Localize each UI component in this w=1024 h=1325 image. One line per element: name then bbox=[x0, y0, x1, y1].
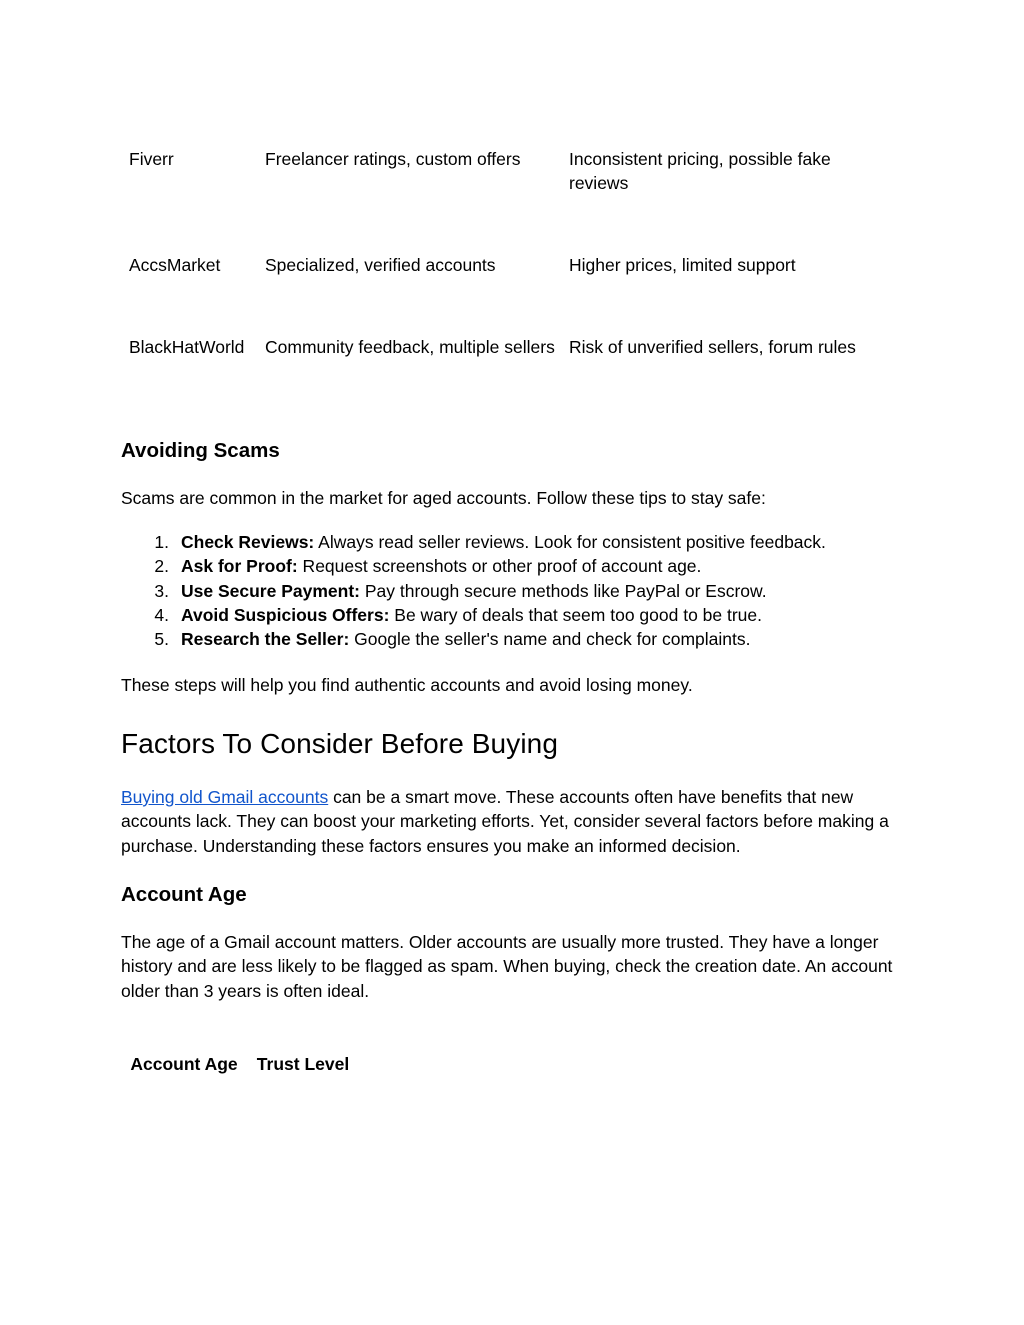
tip-text: Request screenshots or other proof of account age. bbox=[297, 556, 702, 577]
list-number: 2. bbox=[154, 556, 169, 577]
list-item bbox=[121, 530, 826, 554]
platform-comparison-table bbox=[121, 147, 901, 415]
scam-tips-list bbox=[121, 530, 826, 651]
factors-heading: Factors To Consider Before Buying bbox=[121, 728, 558, 759]
tip-text: Always read seller reviews. Look for consistent positive feedback. bbox=[314, 532, 826, 552]
cons-cell: Inconsistent pricing, possible fake reviews bbox=[569, 149, 831, 193]
tip-text: Google the seller's name and check for complaints. bbox=[349, 629, 751, 650]
list-item bbox=[121, 579, 826, 603]
table-row bbox=[121, 335, 901, 415]
account-age-paragraph: The age of a Gmail account matters. Older accounts are usually more trusted. They have a longer history and are less likely to be flagged as spam. When buying, check the creation date. An account older than 3 years is often ideal. bbox=[121, 932, 893, 1001]
tip-title: Use Secure Payment: bbox=[181, 580, 360, 601]
list-item bbox=[121, 627, 826, 651]
list-number: 5. bbox=[154, 629, 169, 650]
table-row bbox=[121, 253, 901, 335]
cons-cell: Risk of unverified sellers, forum rules bbox=[569, 337, 856, 357]
pros-cell: Freelancer ratings, custom offers bbox=[265, 149, 521, 169]
account-age-table bbox=[121, 1052, 359, 1076]
tip-title: Research the Seller: bbox=[181, 629, 350, 650]
platform-cell: BlackHatWorld bbox=[129, 337, 245, 357]
cons-cell: Higher prices, limited support bbox=[569, 255, 796, 275]
avoiding-scams-intro: Scams are common in the market for aged accounts. Follow these tips to stay safe: bbox=[121, 488, 766, 508]
table-header-account-age: Account Age bbox=[130, 1054, 238, 1074]
list-item bbox=[121, 603, 826, 627]
account-age-heading: Account Age bbox=[121, 883, 247, 906]
pros-cell: Community feedback, multiple sellers bbox=[265, 337, 555, 357]
tip-title: Ask for Proof: bbox=[181, 556, 298, 577]
tip-text: Pay through secure methods like PayPal or Escrow. bbox=[359, 580, 767, 601]
tip-title: Check Reviews: bbox=[181, 532, 315, 552]
buying-old-gmail-link[interactable]: Buying old Gmail accounts bbox=[121, 787, 329, 807]
tip-text: Be wary of deals that seem too good to be true. bbox=[389, 604, 763, 625]
list-number: 1. bbox=[154, 532, 169, 552]
platform-cell: Fiverr bbox=[129, 149, 174, 169]
list-number: 4. bbox=[154, 604, 169, 625]
factors-text: can be a smart move. These accounts often have benefits that new accounts lack. They can boost your marketing efforts. Yet, consider several factors before making a purchase. Understanding these factors ensures you make an informed decision. bbox=[121, 787, 889, 856]
factors-paragraph bbox=[121, 785, 911, 858]
pros-cell: Specialized, verified accounts bbox=[265, 255, 496, 275]
table-header-trust-level: Trust Level bbox=[256, 1054, 350, 1074]
tip-title: Avoid Suspicious Offers: bbox=[181, 604, 390, 625]
table-row bbox=[121, 147, 901, 253]
platform-cell: AccsMarket bbox=[129, 255, 221, 275]
avoiding-scams-heading: Avoiding Scams bbox=[121, 439, 280, 462]
list-item bbox=[121, 554, 826, 578]
list-number: 3. bbox=[154, 580, 169, 601]
avoiding-scams-outro: These steps will help you find authentic accounts and avoid losing money. bbox=[121, 675, 693, 695]
